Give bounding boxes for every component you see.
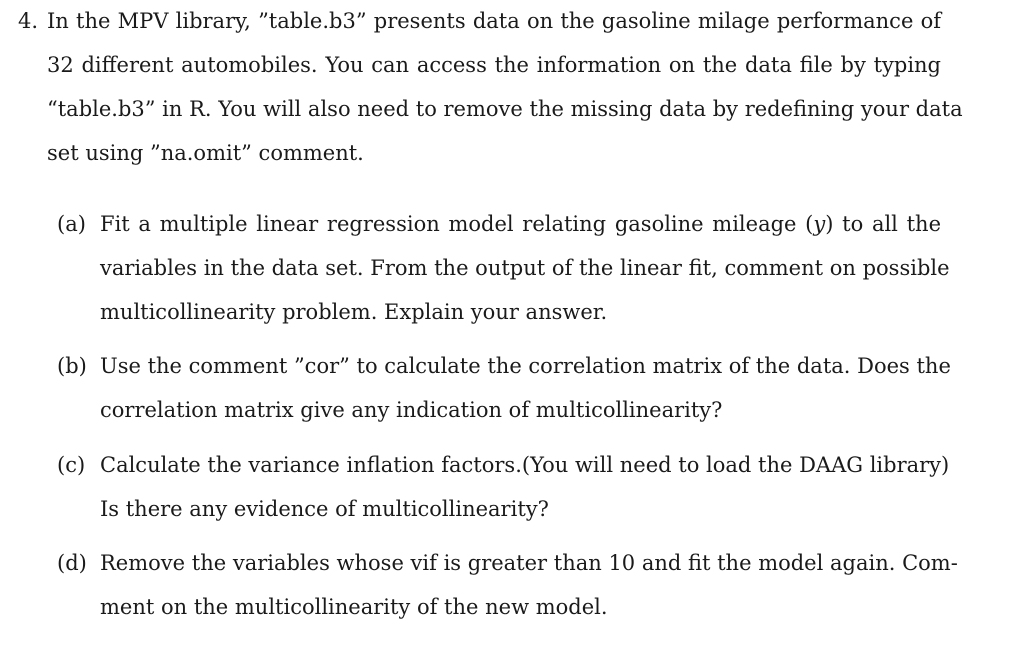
- intro-line-3: “table.b3” in R. You will also need to remove the missing data by redefining your data: [47, 97, 963, 121]
- part-a-line-3: multicollinearity problem. Explain your answer.: [100, 300, 608, 324]
- part-b-line-2: correlation matrix give any indication of multicollinearity?: [100, 398, 723, 422]
- part-d-label: (d): [57, 551, 87, 575]
- part-b-label: (b): [57, 354, 87, 378]
- variable-y: y: [813, 212, 826, 236]
- intro-line-2: 32 different automobiles. You can access the information on the data file by typing: [47, 53, 941, 77]
- part-b-line-1: Use the comment ”cor” to calculate the correlation matrix of the data. Does the: [100, 354, 951, 378]
- part-a-line-1: Fit a multiple linear regression model relating gasoline mileage (y) to all the: [100, 212, 941, 236]
- part-d-line-2: ment on the multicollinearity of the new model.: [100, 595, 608, 619]
- part-c-label: (c): [57, 453, 86, 477]
- intro-line-4: set using ”na.omit” comment.: [47, 141, 364, 165]
- part-a-line-2: variables in the data set. From the output of the linear fit, comment on possible: [100, 256, 950, 280]
- part-c-line-2: Is there any evidence of multicollinearity?: [100, 497, 549, 521]
- question-number: 4.: [18, 9, 39, 33]
- part-d-line-1: Remove the variables whose vif is greater than 10 and fit the model again. Com-: [100, 551, 958, 575]
- part-a-label: (a): [57, 212, 86, 236]
- intro-line-1: In the MPV library, ”table.b3” presents data on the gasoline milage performance of: [47, 9, 941, 33]
- part-c-line-1: Calculate the variance inflation factors.(You will need to load the DAAG library): [100, 453, 950, 477]
